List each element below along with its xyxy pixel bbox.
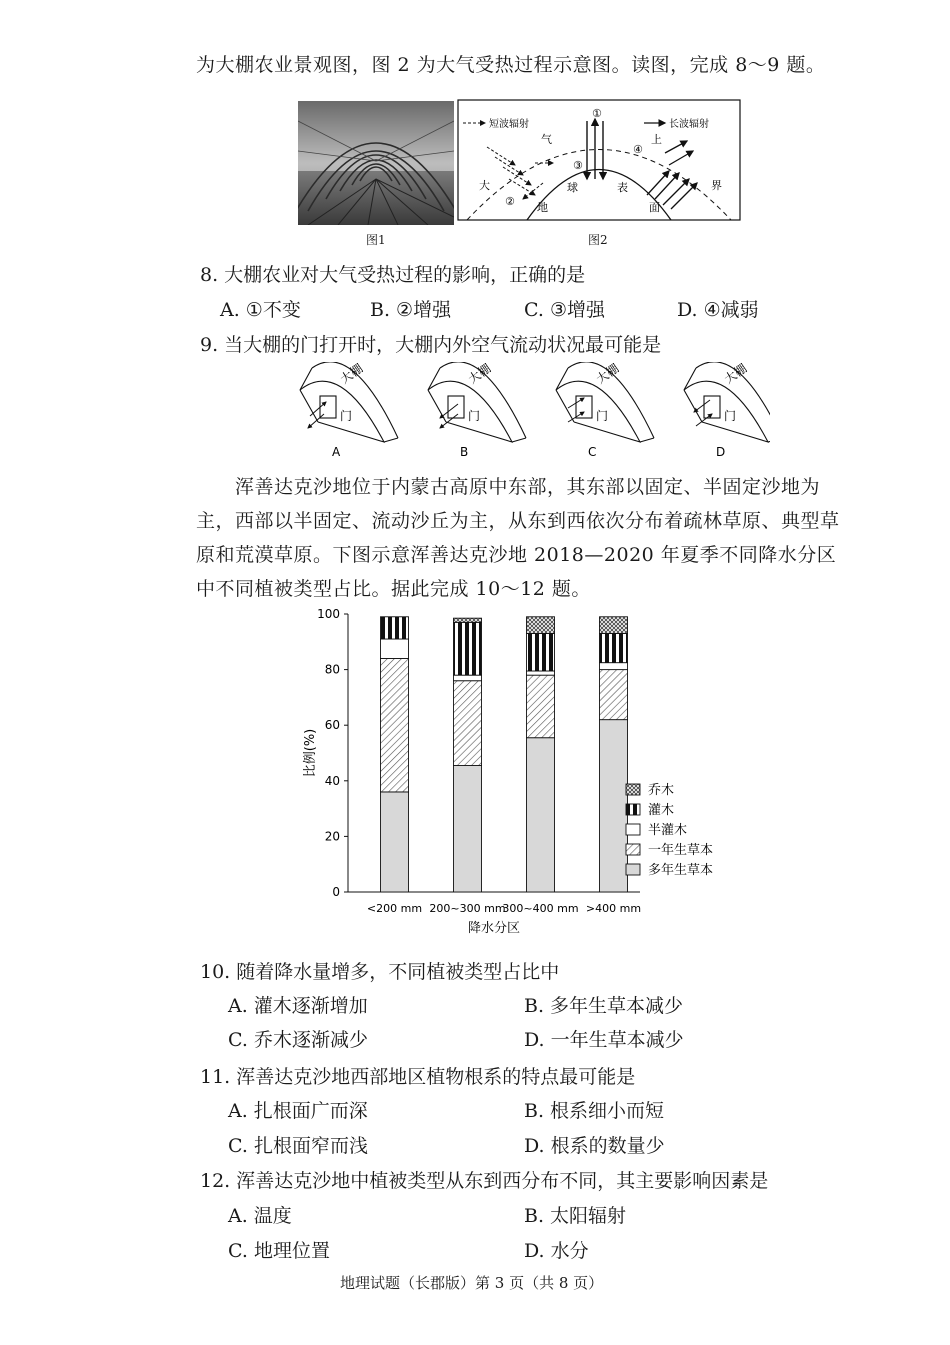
q9-diagram-b [428, 362, 526, 459]
q11-option-b: B. 根系细小而短 [524, 1100, 665, 1122]
q10-option-a: A. 灌木逐渐增加 [228, 995, 368, 1017]
word-da: 大 [479, 179, 490, 192]
marker-3: ③ [573, 159, 583, 172]
legend-label: 一年生草本 [648, 843, 714, 858]
bar-segment [381, 792, 409, 892]
bar-segment [600, 670, 628, 720]
bar-segment [454, 766, 482, 892]
bar-segment [527, 675, 555, 738]
q12-option-c: C. 地理位置 [228, 1240, 330, 1262]
long-wave-label: 长波辐射 [669, 119, 709, 130]
fig2-caption: 图2 [588, 233, 608, 247]
bar-segment [600, 617, 628, 634]
marker-4: ④ [633, 143, 643, 156]
q11-option-a: A. 扎根面广而深 [228, 1100, 368, 1122]
svg-text:门: 门 [340, 409, 353, 423]
marker-1: ① [592, 107, 602, 120]
bar-segment [527, 617, 555, 634]
q10-option-d: D. 一年生草本减少 [524, 1029, 684, 1051]
bar-segment [527, 633, 555, 671]
legend-label: 多年生草本 [648, 863, 714, 878]
legend-label: 乔木 [648, 783, 675, 798]
q9-diagram-c [556, 362, 654, 459]
greenhouse-photo [298, 101, 454, 225]
svg-text:门: 门 [724, 409, 737, 423]
passage-line-1: 浑善达克沙地位于内蒙古高原中东部，其东部以固定、半固定沙地为 [235, 476, 821, 498]
q11-option-d: D. 根系的数量少 [524, 1135, 665, 1157]
legend-swatch [626, 864, 640, 875]
y-tick-label: 100 [317, 607, 340, 621]
legend-label: 灌木 [648, 803, 675, 818]
x-axis-label: 降水分区 [467, 921, 521, 936]
bar-segment [527, 671, 555, 675]
q9-diagram-a [300, 362, 398, 459]
q9-diagram-d [684, 362, 770, 459]
y-axis-label: 比例(%) [303, 728, 318, 778]
q10-stem: 10. 随着降水量增多，不同植被类型占比中 [200, 961, 560, 983]
fig1-caption: 图1 [366, 233, 386, 247]
bar-segment [600, 720, 628, 892]
q10-option-b: B. 多年生草本减少 [524, 995, 684, 1017]
intro-text: 为大棚农业景观图，图 2 为大气受热过程示意图。读图，完成 8～9 题。 [196, 54, 826, 76]
bar-segment [454, 675, 482, 681]
svg-text:门: 门 [596, 409, 609, 423]
y-tick-label: 80 [324, 662, 340, 677]
q12-option-b: B. 太阳辐射 [524, 1205, 627, 1227]
bar-segment [454, 618, 482, 622]
bar-segment [600, 663, 628, 670]
legend-label: 半灌木 [648, 823, 688, 838]
word-mian: 面 [649, 201, 660, 214]
atmosphere-heating-diagram [457, 99, 741, 221]
word-biao: 表 [617, 181, 628, 194]
svg-text:C: C [588, 445, 597, 459]
legend-swatch [626, 784, 640, 795]
y-tick-label: 20 [324, 829, 340, 844]
svg-text:D: D [716, 445, 726, 459]
svg-text:大棚: 大棚 [337, 362, 366, 387]
passage-line-2: 主，西部以半固定、流动沙丘为主，从东到西依次分布着疏林草原、典型草 [196, 510, 840, 532]
word-qi: 气 [541, 133, 552, 146]
svg-text:大棚: 大棚 [593, 362, 622, 387]
q8-stem: 8. 大棚农业对大气受热过程的影响，正确的是 [200, 264, 586, 286]
q9-stem: 9. 当大棚的门打开时，大棚内外空气流动状况最可能是 [200, 334, 662, 356]
short-wave-label: 短波辐射 [489, 119, 529, 130]
y-tick-label: 0 [332, 885, 340, 899]
q8-option-d: D. ④减弱 [677, 299, 759, 321]
bar-segment [381, 639, 409, 658]
q8-option-c: C. ③增强 [524, 299, 605, 321]
legend-swatch [626, 824, 640, 835]
x-tick-label: <200 mm [366, 902, 423, 915]
passage-line-3: 原和荒漠草原。下图示意浑善达克沙地 2018—2020 年夏季不同降水分区 [196, 544, 837, 566]
y-tick-label: 60 [324, 718, 340, 733]
q9-diagrams [290, 362, 770, 460]
legend-swatch [626, 804, 640, 815]
word-di: 地 [537, 201, 548, 214]
q12-stem: 12. 浑善达克沙地中植被类型从东到西分布不同，其主要影响因素是 [200, 1170, 769, 1192]
legend-swatch [626, 844, 640, 855]
y-tick-label: 40 [324, 773, 340, 788]
page-footer: 地理试题（长郡版）第 3 页（共 8 页） [340, 1274, 604, 1292]
svg-text:门: 门 [468, 409, 481, 423]
bar-segment [527, 738, 555, 892]
q12-option-d: D. 水分 [524, 1240, 589, 1262]
q10-option-c: C. 乔木逐渐减少 [228, 1029, 368, 1051]
bar-segment [454, 681, 482, 766]
q11-stem: 11. 浑善达克沙地西部地区植物根系的特点最可能是 [200, 1066, 636, 1088]
x-tick-label: >400 mm [585, 902, 642, 915]
passage-line-4: 中不同植被类型占比。据此完成 10～12 题。 [196, 578, 591, 600]
svg-text:A: A [332, 445, 341, 459]
q11-option-c: C. 扎根面窄而浅 [228, 1135, 368, 1157]
word-shang: 上 [651, 133, 662, 146]
q8-option-a: A. ①不变 [220, 299, 301, 321]
bar-segment [454, 622, 482, 675]
x-tick-label: 200~300 mm [429, 902, 506, 915]
bar-segment [381, 658, 409, 791]
svg-text:大棚: 大棚 [721, 362, 750, 387]
word-jie: 界 [711, 179, 722, 192]
svg-text:大棚: 大棚 [465, 362, 494, 387]
vegetation-chart [290, 600, 760, 950]
x-tick-label: 300~400 mm [502, 902, 579, 915]
bar-segment [381, 617, 409, 639]
word-qiu: 球 [567, 181, 578, 194]
svg-text:B: B [460, 445, 469, 459]
q8-option-b: B. ②增强 [370, 299, 452, 321]
bar-segment [600, 633, 628, 662]
marker-2: ② [505, 195, 515, 208]
q12-option-a: A. 温度 [228, 1205, 292, 1227]
